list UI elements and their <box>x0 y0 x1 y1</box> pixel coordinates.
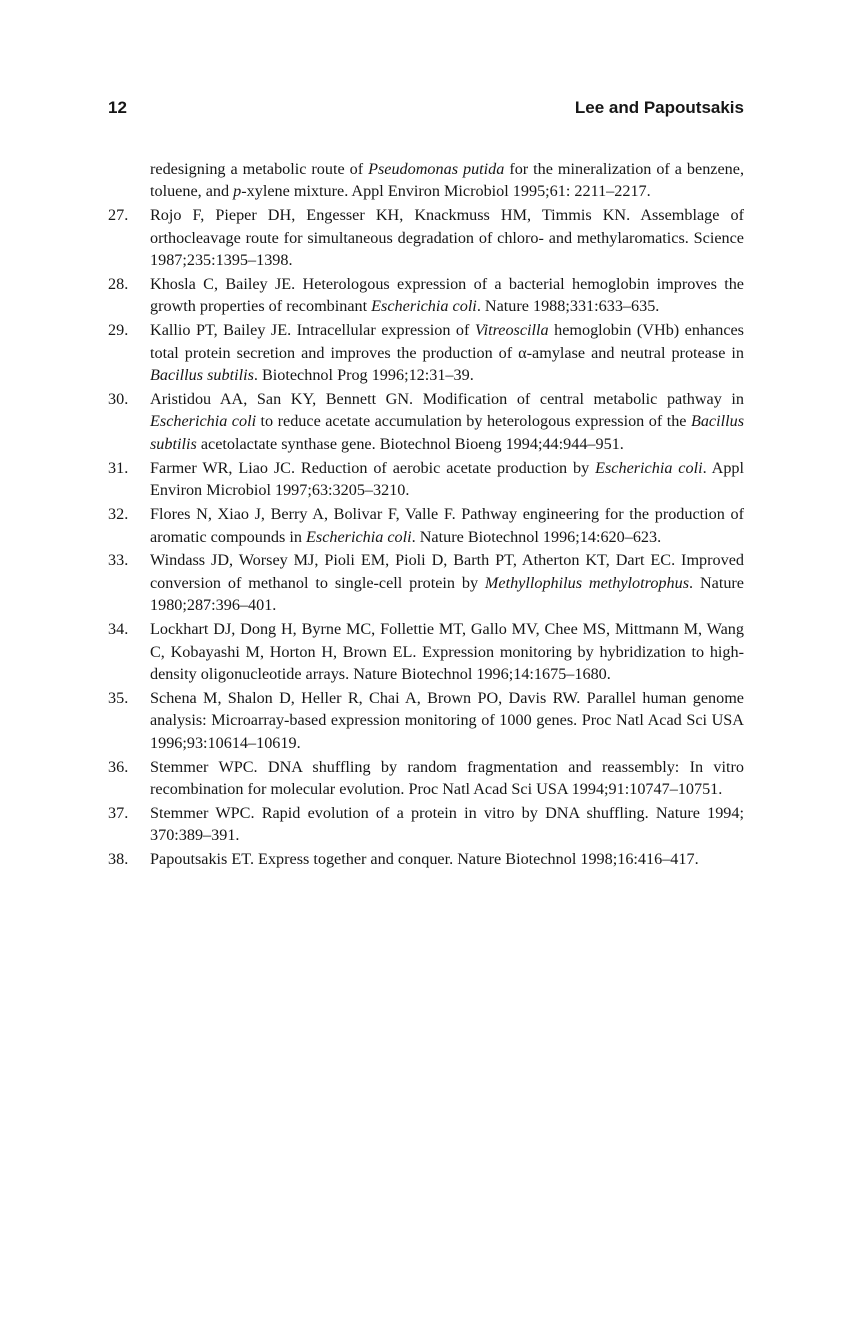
text-run: for the mineralization of a benzene, toluene, and <box>150 160 745 201</box>
page-header <box>108 98 744 126</box>
reference-item <box>108 618 744 685</box>
italic-term: Escherichia coli <box>150 412 257 431</box>
reference-number: 29. <box>108 321 129 340</box>
italic-term: Bacillus subtilis <box>150 412 745 453</box>
reference-number: 30. <box>108 390 129 409</box>
italic-term: Methyllophilus methylotrophus <box>484 573 690 592</box>
text-run: Farmer WR, Liao JC. Reduction of aerobic acetate production by <box>150 458 596 477</box>
text-run: Flores N, Xiao J, Berry A, Bolivar F, Valle F. Pathway engineering for the production of aromatic compounds in <box>150 505 744 546</box>
reference-text <box>150 848 744 870</box>
text-run: redesigning a metabolic route of <box>150 160 369 178</box>
reference-text <box>150 687 744 754</box>
reference-number: 32. <box>108 505 129 524</box>
italic-term: Pseudomonas putida <box>368 160 505 178</box>
text-run: -xylene mixture. Appl Environ Microbiol 1995;61: 2211–2217. <box>241 182 651 201</box>
reference-item <box>108 158 744 203</box>
reference-number: 37. <box>108 803 129 822</box>
italic-term: Vitreoscilla <box>474 321 549 340</box>
text-run: to reduce acetate accumulation by heterologous expression of the <box>256 412 691 431</box>
reference-item <box>108 273 744 318</box>
text-run: . Nature 1988;331:633–635. <box>476 297 660 316</box>
reference-number: 28. <box>108 275 129 294</box>
reference-text <box>150 549 744 616</box>
reference-text <box>150 756 744 801</box>
reference-item <box>108 457 744 502</box>
reference-item <box>108 204 744 271</box>
text-run: . Appl Environ Microbiol 1997;63:3205–3210. <box>150 458 745 500</box>
running-title: Lee and Papoutsakis <box>574 98 744 117</box>
text-run: acetolactate synthase gene. Biotechnol Bioeng 1994;44:944–951. <box>196 434 624 453</box>
reference-number: 27. <box>108 206 129 225</box>
text-run: . Nature Biotechnol 1996;14:620–623. <box>411 527 662 546</box>
reference-number: 34. <box>108 620 129 639</box>
reference-item <box>108 388 744 455</box>
reference-item <box>108 503 744 548</box>
reference-text <box>150 204 744 271</box>
italic-term: p <box>233 182 242 201</box>
page-number: 12 <box>108 98 127 117</box>
text-run: Schena M, Shalon D, Heller R, Chai A, Brown PO, Davis RW. Parallel human genome analysis: Microarray-based expression monitoring of 1000 genes. Proc Natl Acad Sci USA 1996;93:10614–10619. <box>150 688 744 752</box>
reference-item <box>108 756 744 801</box>
text-run: Khosla C, Bailey JE. Heterologous expression of a bacterial hemoglobin improves the growth properties of recombinant <box>150 275 744 316</box>
reference-item <box>108 549 744 616</box>
reference-text <box>150 388 744 455</box>
text-run: hemoglobin (VHb) enhances total protein secretion and improves the production of α-amylase and neutral protease in <box>150 321 744 362</box>
reference-item <box>108 687 744 754</box>
reference-item <box>108 802 744 847</box>
reference-text <box>150 319 744 386</box>
text-run: Papoutsakis ET. Express together and conquer. Nature Biotechnol 1998;16:416–417. <box>150 850 699 869</box>
reference-text <box>150 273 744 318</box>
reference-item <box>108 319 744 386</box>
reference-list <box>108 158 744 872</box>
text-run: Windass JD, Worsey MJ, Pioli EM, Pioli D, Barth PT, Atherton KT, Dart EC. Improved conversion of methanol to single-cell protein by <box>150 551 744 592</box>
text-run: . Nature 1980;287:396–401. <box>150 573 744 615</box>
reference-text <box>150 802 744 847</box>
text-run: Stemmer WPC. DNA shuffling by random fragmentation and reassembly: In vitro recombination for molecular evolution. Proc Natl Acad Sci USA 1994;91:10747–10751. <box>150 757 744 798</box>
reference-text <box>150 457 744 502</box>
reference-number: 31. <box>108 458 129 477</box>
reference-number: 36. <box>108 757 129 776</box>
reference-text <box>150 503 744 548</box>
reference-text <box>150 158 744 203</box>
text-run: Stemmer WPC. Rapid evolution of a protein in vitro by DNA shuffling. Nature 1994; 370:389–391. <box>150 803 744 845</box>
text-run: Rojo F, Pieper DH, Engesser KH, Knackmuss HM, Timmis KN. Assemblage of orthocleavage route for simultaneous degradation of chloro- and methylaromatics. Science 1987;235:1395–1398. <box>150 206 744 270</box>
reference-number: 33. <box>108 551 129 570</box>
text-run: Kallio PT, Bailey JE. Intracellular expression of <box>150 321 475 340</box>
italic-term: Escherichia coli <box>595 458 703 477</box>
reference-number: 38. <box>108 850 129 869</box>
reference-text <box>150 618 744 685</box>
reference-number: 35. <box>108 688 129 707</box>
italic-term: Escherichia coli <box>371 297 477 316</box>
text-run: Lockhart DJ, Dong H, Byrne MC, Follettie MT, Gallo MV, Chee MS, Mittmann M, Wang C, Kobayashi M, Horton H, Brown EL. Expression monitoring by hybridization to high-density oligonucleotide arrays. Nature Biotechnol 1996;14:1675–1680. <box>150 620 744 683</box>
reference-item <box>108 848 744 870</box>
italic-term: Escherichia coli <box>306 527 412 546</box>
italic-term: Bacillus subtilis <box>150 366 254 385</box>
text-run: Aristidou AA, San KY, Bennett GN. Modification of central metabolic pathway in <box>150 390 744 409</box>
text-run: . Biotechnol Prog 1996;12:31–39. <box>253 366 474 385</box>
